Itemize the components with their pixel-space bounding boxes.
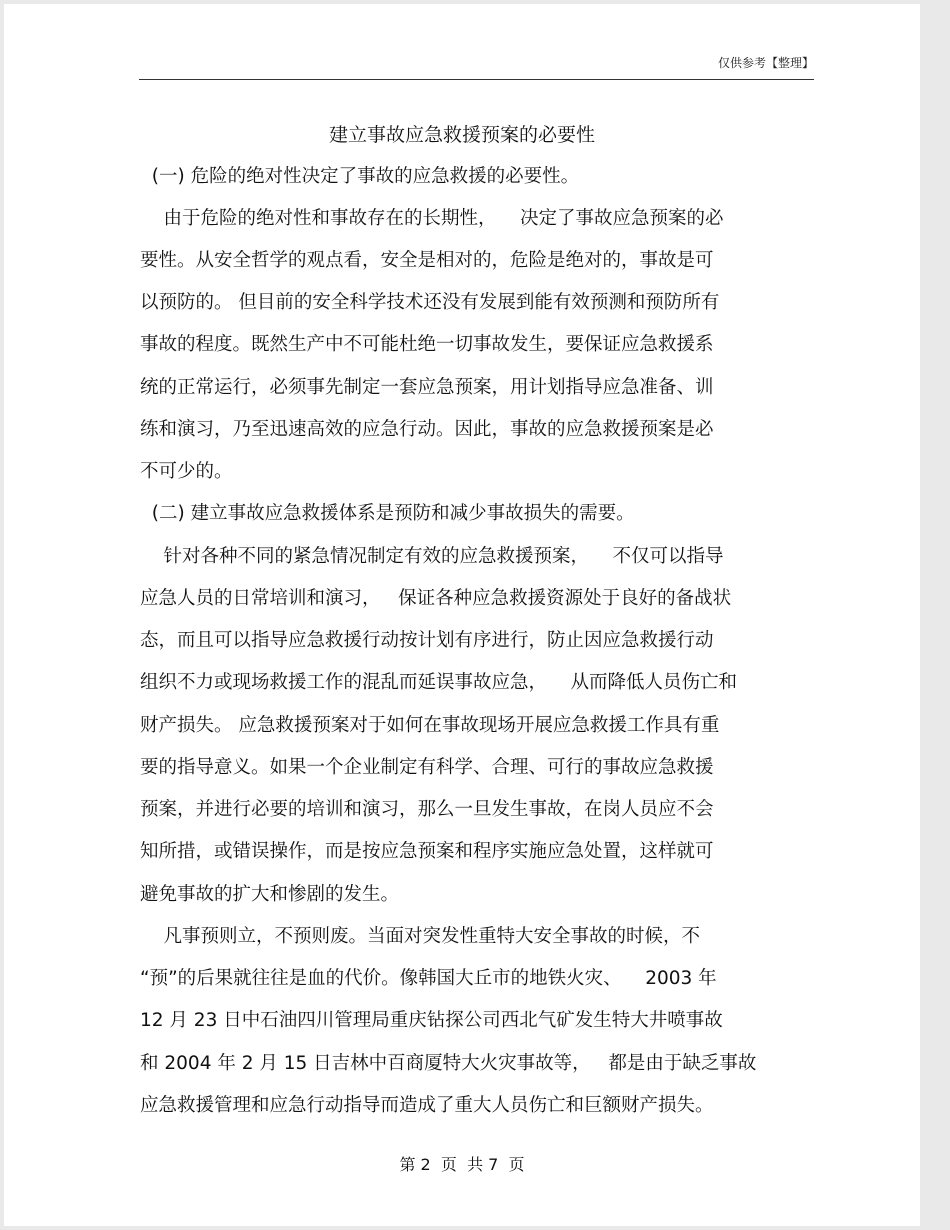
text-line: 由于危险的绝对性和事故存在的长期性， 决定了事故应急预案的必 [140, 208, 724, 229]
text-line: 应急人员的日常培训和演习， 保证各种应急救援资源处于良好的备战状 [140, 588, 732, 609]
text-line: (二) 建立事故应急救援体系是预防和减少事故损失的需要。 [140, 503, 635, 524]
text-line: 统的正常运行，必须事先制定一套应急预案，用计划指导应急准备、训 [140, 377, 714, 398]
text-line: 事故的程度。既然生产中不可能杜绝一切事故发生，要保证应急救援系 [140, 334, 714, 355]
text-line: 练和演习，乃至迅速高效的应急行动。因此，事故的应急救援预案是必 [140, 419, 714, 440]
header-rule [139, 79, 814, 80]
page-title: 建立事故应急救援预案的必要性 [328, 124, 595, 146]
page-number: 第 2 页 共 7 页 [399, 1155, 525, 1174]
text-line: 和 2004 年 2 月 15 日吉林中百商厦特大火灾事故等， 都是由于缺乏事故 [140, 1053, 757, 1074]
text-line: 应急救援管理和应急行动指导而造成了重大人员伤亡和巨额财产损失。 [140, 1095, 714, 1116]
document-page [4, 4, 920, 1226]
text-line: 不可少的。 [140, 461, 233, 482]
text-line: 以预防的。 但目前的安全科学技术还没有发展到能有效预测和预防所有 [140, 292, 720, 313]
text-line: 要性。从安全哲学的观点看，安全是相对的，危险是绝对的，事故是可 [140, 250, 714, 271]
text-line: 财产损失。 应急救援预案对于如何在事故现场开展应急救援工作具有重 [140, 715, 720, 736]
text-line: 组织不力或现场救援工作的混乱而延误事故应急， 从而降低人员伤亡和 [140, 672, 738, 693]
text-line: 预案，并进行必要的培训和演习，那么一旦发生事故，在岗人员应不会 [140, 799, 714, 820]
header-note: 仅供参考【整理】 [717, 56, 814, 70]
text-line: 知所措，或错误操作，而是按应急预案和程序实施应急处置，这样就可 [140, 841, 714, 862]
text-line: “预”的后果就往往是血的代价。像韩国大丘市的地铁火灾、 2003 年 [140, 968, 717, 989]
text-line: 态，而且可以指导应急救援行动按计划有序进行，防止因应急救援行动 [140, 630, 714, 651]
text-line: 12 月 23 日中石油四川管理局重庆钻探公司西北气矿发生特大井喷事故 [140, 1010, 723, 1031]
text-line: (一) 危险的绝对性决定了事故的应急救援的必要性。 [140, 166, 580, 187]
text-line: 要的指导意义。如果一个企业制定有科学、合理、可行的事故应急救援 [140, 757, 714, 778]
text-line: 凡事预则立，不预则废。当面对突发性重特大安全事故的时候，不 [140, 926, 701, 947]
text-line: 避免事故的扩大和惨剧的发生。 [140, 884, 400, 905]
text-line: 针对各种不同的紧急情况制定有效的应急救援预案， 不仅可以指导 [140, 546, 724, 567]
